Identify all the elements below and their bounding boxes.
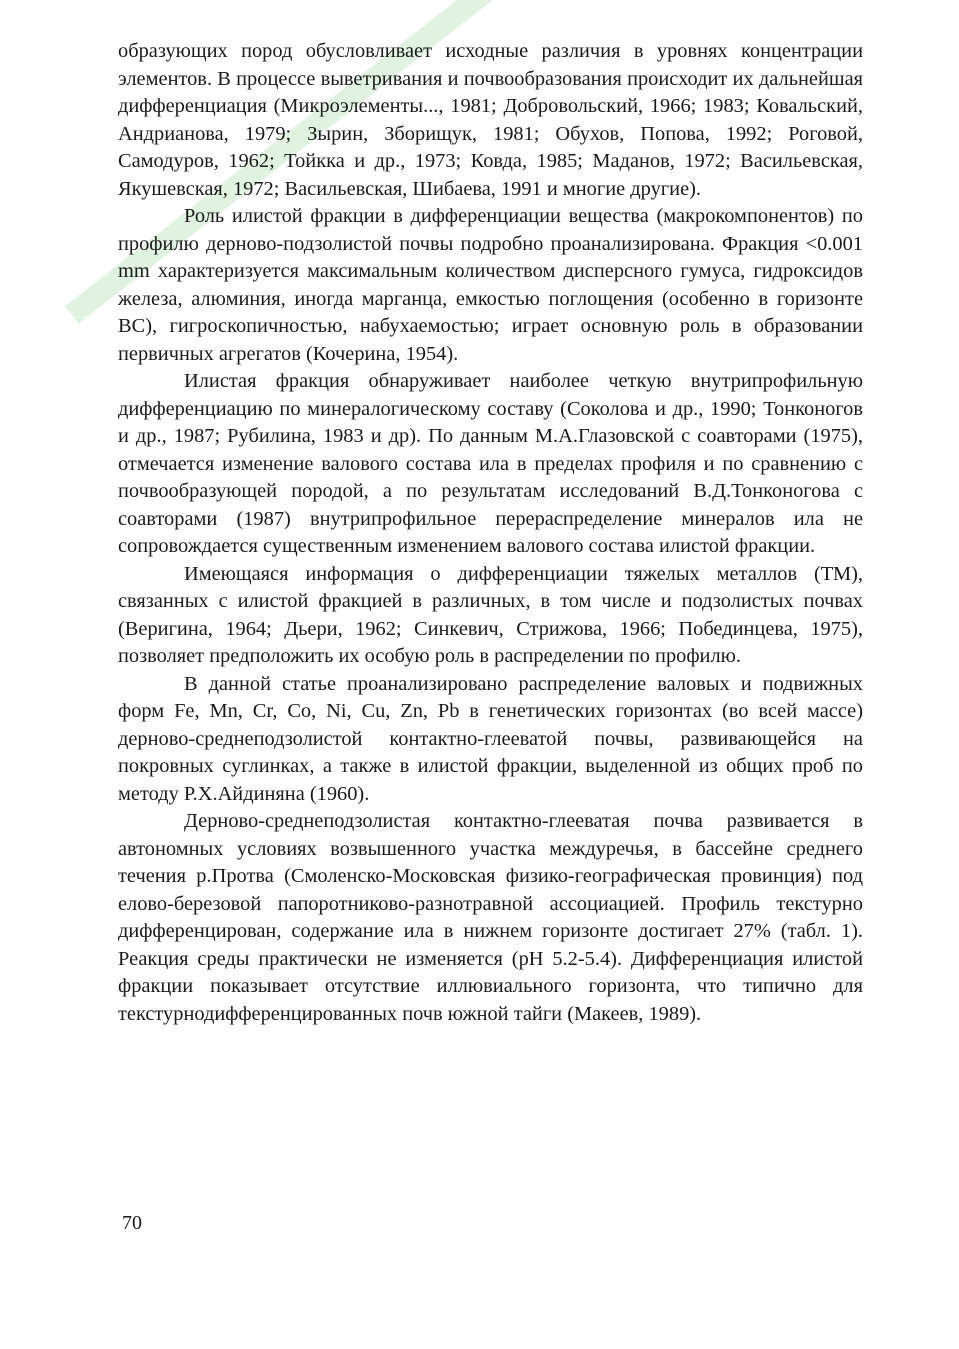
document-page <box>118 38 863 1028</box>
page-number: 70 <box>122 1212 142 1234</box>
paragraph-2: Роль илистой фракции в дифференциации вещества (макрокомпонентов) по профилю дерново-подзолистой почвы подробно проанализирована. Фракция <0.001 mm характеризуется максимальным количеством дисперсного гумуса, гидроксидов железа, алюминия, иногда марганца, емкостью поглощения (особенно в горизонте ВС), гигроскопичностью, набухаемостью; играет основную роль в образовании первичных агрегатов (Кочерина, 1954). <box>118 205 863 365</box>
paragraph-6: Дерново-среднеподзолистая контактно-глееватая почва развивается в автономных условиях возвышенного участка междуречья, в бассейне среднего течения р.Протва (Смоленско-Московская физико-географическая провинция) под елово-березовой папоротниково-разнотравной ассоциацией. Профиль текстурно дифференцирован, содержание ила в нижнем горизонте достигает 27% (табл. 1). Реакция среды практически не изменяется (pH 5.2-5.4). Дифференциация илистой фракции показывает отсутствие иллювиального горизонта, что типично для текстурнодифференцированных почв южной тайги (Макеев, 1989). <box>118 810 863 1025</box>
paragraph-5: В данной статье проанализировано распределение валовых и подвижных форм Fe, Mn, Cr, Co, Ni, Cu, Zn, Pb в генетических горизонтах (во всей массе) дерново-среднеподзолистой контактно-глееватой почвы, развивающейся на покровных суглинках, а также в илистой фракции, выделенной из общих проб по методу Р.Х.Айдиняна (1960). <box>118 672 863 805</box>
paragraph-1: образующих пород обусловливает исходные различия в уровнях концентрации элементов. В процессе выветривания и почвообразования происходит их дальнейшая дифференциация (Микроэлементы..., 1981; Добровольский, 1966; 1983; Ковальский, Андрианова, 1979; Зырин, Зборищук, 1981; Обухов, Попова, 1992; Роговой, Самодуров, 1962; Тойкка и др., 1973; Ковда, 1985; Маданов, 1972; Васильевская, Якушевская, 1972; Васильевская, Шибаева, 1991 и многие другие). <box>118 40 863 200</box>
paragraph-3: Илистая фракция обнаруживает наиболее четкую внутрипрофильную дифференциацию по минералогическому составу (Соколова и др., 1990; Тонконогов и др., 1987; Рубилина, 1983 и др). По данным М.А.Глазовской с соавторами (1975), отмечается изменение валового состава ила в пределах профиля и по сравнению с почвообразующей породой, а по результатам исследований В.Д.Тонконогова с соавторами (1987) внутрипрофильное перераспределение минералов ила не сопровождается существенным изменением валового состава илистой фракции. <box>118 370 863 557</box>
paragraph-4: Имеющаяся информация о дифференциации тяжелых металлов (ТМ), связанных с илистой фракцией в различных, в том числе и подзолистых почвах (Веригина, 1964; Дьери, 1962; Синкевич, Стрижова, 1966; Побединцева, 1975), позволяет предположить их особую роль в распределении по профилю. <box>118 562 863 667</box>
